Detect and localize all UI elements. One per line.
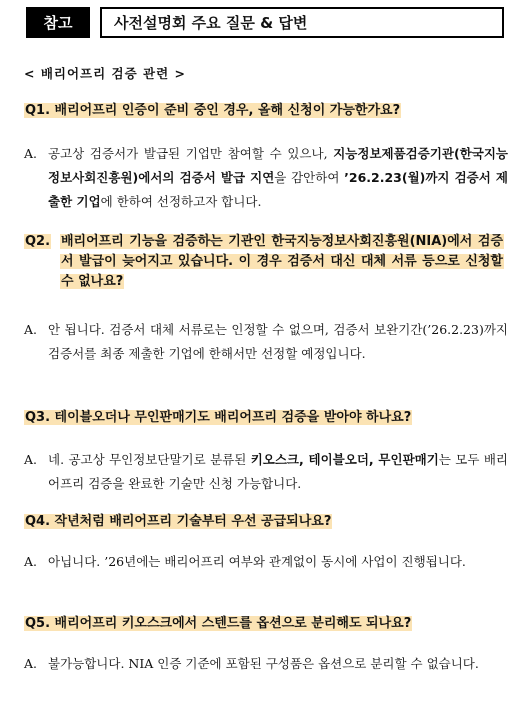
answer-1 [24,142,508,214]
question-5 [24,614,412,634]
answer-1-emphasis: 지능정보제품검증기관(한국지능정보사회진흥원)에서의 검증서 발급 지연 [48,146,508,185]
answer-label: A. [24,554,38,569]
question-1-text: Q1. 배리어프리 인증이 준비 중인 경우, 올해 신청이 가능한가요? [25,103,401,118]
answer-5 [24,652,508,676]
answer-label: A. [24,322,38,337]
question-3 [24,408,412,428]
answer-3-emphasis: 키오스크, 테이블오더, 무인판매기 [250,452,439,467]
answer-4-body: 아닙니다. ’26년에는 배리어프리 여부와 관계없이 동시에 사업이 진행됩니다. [48,554,466,569]
reference-tag: 참고 [26,7,90,38]
question-2-number: Q2. [25,234,51,249]
answer-1-part: 을 감안하여 [274,170,345,185]
question-4 [24,512,332,532]
question-2-text: 배리어프리 기능을 검증하는 기관인 한국지능정보사회진흥원(NIA)에서 검증서 발급이 늦어지고 있습니다. 이 경우 검증서 대신 대체 서류 등으로 신청할 수 없나요? [61,234,503,289]
section-title: < 배리어프리 검증 관련 > [24,66,187,81]
answer-2-body: 안 됩니다. 검증서 대체 서류로는 인정할 수 없으며, 검증서 보완기간(’26.2.23)까지 검증서를 최종 제출한 기업에 한해서만 선정할 예정입니다. [48,322,508,361]
question-4-text: Q4. 작년처럼 배리어프리 기술부터 우선 공급되나요? [25,514,332,529]
answer-4 [24,550,508,574]
question-1 [24,101,401,121]
answer-1-emphasis: ’26.2.23(월)까지 검증서 제출한 기업 [48,170,509,209]
answer-label: A. [24,656,38,671]
page-title: 사전설명회 주요 질문 & 답변 [100,7,504,38]
answer-1-part: 에 한하여 선정하고자 합니다. [100,194,262,209]
page-header [26,7,504,38]
answer-label: A. [24,146,38,161]
question-2 [24,232,504,292]
answer-3-part: 는 모두 배리어프리 검증을 완료한 기술만 신청 가능합니다. [48,452,508,491]
question-3-text: Q3. 테이블오더나 무인판매기도 배리어프리 검증을 받아야 하나요? [25,410,412,425]
answer-1-part: 공고상 검증서가 발급된 기업만 참여할 수 있으나, [48,146,334,161]
answer-3-part: 네. 공고상 무인정보단말기로 분류된 [48,452,251,467]
answer-label: A. [24,452,38,467]
answer-3 [24,448,508,496]
question-5-text: Q5. 배리어프리 키오스크에서 스텐드를 옵션으로 분리해도 되나요? [25,616,412,631]
answer-1-body [48,142,508,214]
answer-3-body [48,448,508,496]
answer-2 [24,318,508,366]
answer-5-body: 불가능합니다. NIA 인증 기준에 포함된 구성품은 옵션으로 분리할 수 없습니다. [48,656,479,671]
